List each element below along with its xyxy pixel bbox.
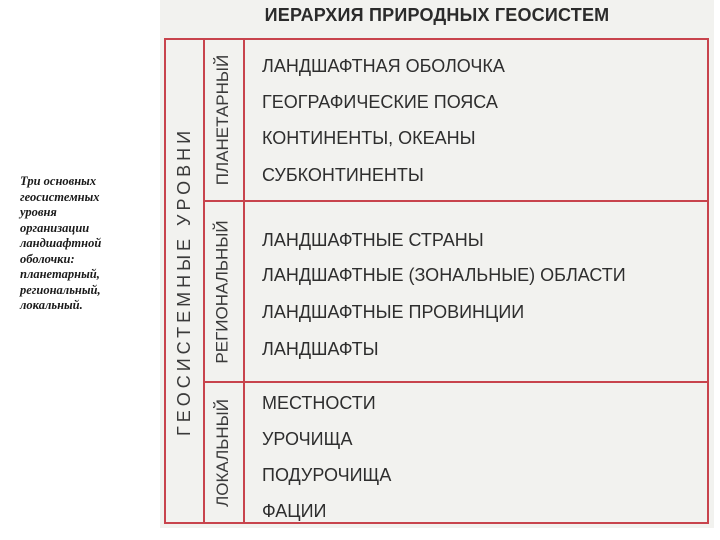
list-item: ГЕОГРАФИЧЕСКИЕ ПОЯСА xyxy=(262,92,498,112)
list-item: МЕСТНОСТИ xyxy=(262,393,376,413)
outer-divider xyxy=(203,38,205,524)
level-label-text: РЕГИОНАЛЬНЫЙ xyxy=(213,219,233,364)
list-item: УРОЧИЩА xyxy=(262,429,353,449)
diagram-title: ИЕРАРХИЯ ПРИРОДНЫХ ГЕОСИСТЕМ xyxy=(264,5,610,25)
list-item: ЛАНДШАФТНЫЕ (ЗОНАЛЬНЫЕ) ОБЛАСТИ xyxy=(262,265,626,285)
level-label-text: ЛОКАЛЬНЫЙ xyxy=(213,398,233,507)
row-divider-1 xyxy=(205,200,709,202)
list-item: ЛАНДШАФТНАЯ ОБОЛОЧКА xyxy=(262,56,505,76)
list-item: ЛАНДШАФТНЫЕ СТРАНЫ xyxy=(262,230,484,250)
level-label-text: ПЛАНЕТАРНЫЙ xyxy=(213,54,232,186)
list-item: КОНТИНЕНТЫ, ОКЕАНЫ xyxy=(262,128,476,148)
list-item: ФАЦИИ xyxy=(262,501,327,521)
list-item: ЛАНДШАФТНЫЕ ПРОВИНЦИИ xyxy=(262,302,525,322)
level-label-planetary xyxy=(208,40,238,200)
side-caption: Три основных геосистемных уровня организации ландшафтной оболочки: планетарный, региональный, локальный. xyxy=(20,174,102,312)
level-label-local xyxy=(208,383,238,522)
outer-vertical-label xyxy=(170,40,198,522)
list-item: СУБКОНТИНЕНТЫ xyxy=(262,165,424,185)
outer-label-text: ГЕОСИСТЕМНЫЕ УРОВНИ xyxy=(173,126,194,436)
level-divider xyxy=(243,38,245,524)
list-item: ЛАНДШАФТЫ xyxy=(262,339,379,359)
list-item: ПОДУРОЧИЩА xyxy=(262,465,392,485)
row-divider-2 xyxy=(205,381,709,383)
level-label-regional xyxy=(208,202,238,381)
